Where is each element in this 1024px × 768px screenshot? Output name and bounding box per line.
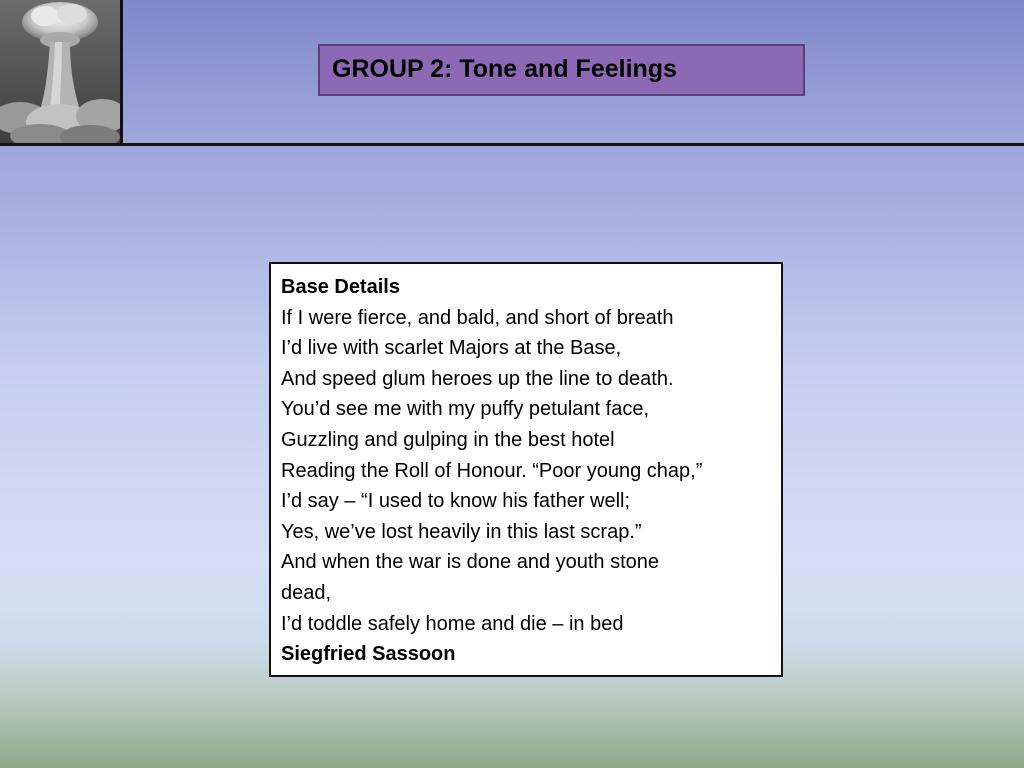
poem-title: Base Details [281,276,400,298]
poem-box [269,262,783,677]
poem-line: I’d say – “I used to know his father well; [281,490,631,513]
slide-title: GROUP 2: Tone and Feelings [332,55,677,83]
poem-line: Guzzling and gulping in the best hotel [281,428,615,451]
mushroom-cloud-photo [0,0,123,143]
title-box [318,44,805,96]
poem-line: And speed glum heroes up the line to death. [281,367,674,390]
poem-line: dead, [281,581,332,604]
poem-line: I’d live with scarlet Majors at the Base, [281,337,622,360]
poem-line: You’d see me with my puffy petulant face, [281,398,649,421]
mushroom-cloud-icon [0,0,120,143]
poem-line: Reading the Roll of Honour. “Poor young chap,” [281,459,703,482]
poem-line: Yes, we’ve lost heavily in this last scrap.” [281,520,642,543]
poem-line: I’d toddle safely home and die – in bed [281,612,624,635]
poem-line: If I were fierce, and bald, and short of breath [281,306,674,329]
poem-line: And when the war is done and youth stone [281,551,660,574]
poem-author: Siegfried Sassoon [281,643,456,666]
